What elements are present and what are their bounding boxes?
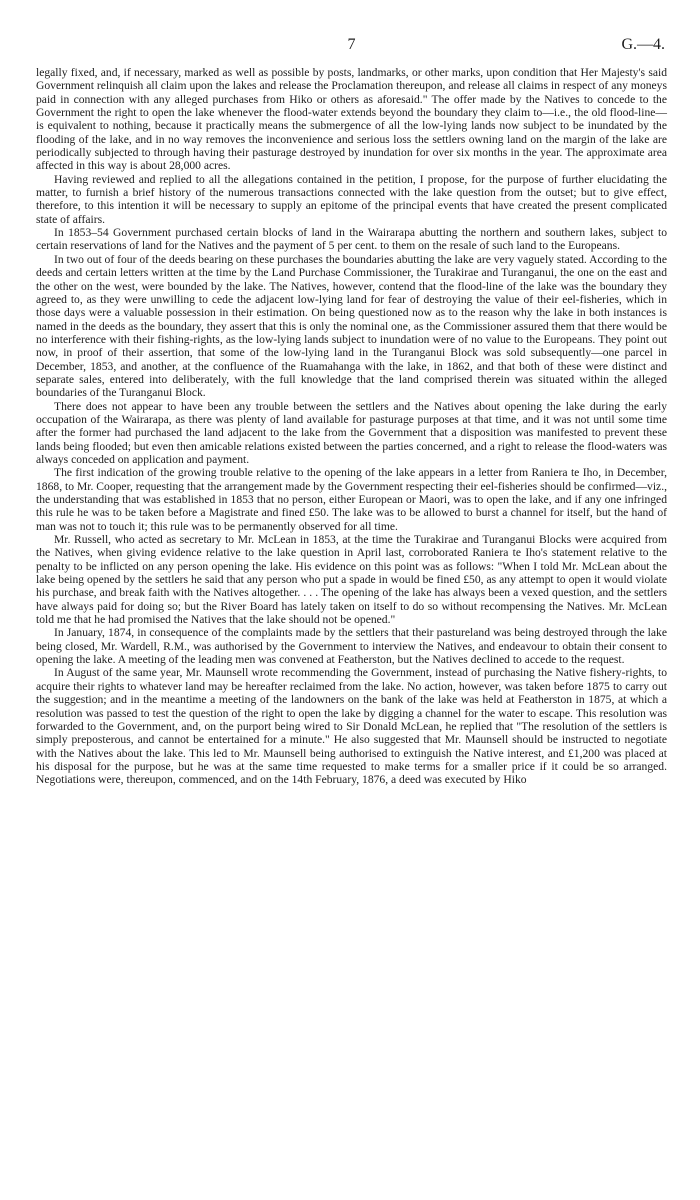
paragraph-deed-boundaries: In two out of four of the deeds bearing on these purchases the boundaries abutting the lake are very vaguely stated. According to the deeds and certain letters written at the time by the Land Purchase Commissioner, the Turakirae and Turanganui, the one on the east and the other on the west, were bounded by the lake. The Natives, however, contend that the flood-line of the lake was the boundary they agreed to, as they were unwilling to cede the adjacent low-lying land for fear of destroying the value of their eel-fisheries, which in those days were a valuable possession in their estimation. On being questioned now as to the reason why the lake in both instances is named in the deeds as the boundary, they assert that this is only the nominal one, as the Commissioner assured them that there would be no interference with their fishing-rights, as the low-lying lands subject to inundation were of no value to the Europeans. They point out now, in proof of their assertion, that some of the low-lying land in the Turanganui Block was sold subsequently—one parcel in December, 1853, and another, at the confluence of the Ruamahanga with the lake, in 1862, and that both of these were distinct and separate sales, entered into deliberately, with the full knowledge that the land comprised therein was situated within the alleged boundaries of the Turanganui Block. bbox=[36, 252, 667, 400]
paragraph-russell-evidence: Mr. Russell, who acted as secretary to Mr. McLean in 1853, at the time the Turakirae and Turanganui Blocks were acquired from the Natives, when giving evidence relative to the lake question in April last, corroborated Raniera te Iho's statement relative to the penalty to be inflicted on any person opening the lake. His evidence on this point was as follows: "When I told Mr. McLean about the lake being opened by the settlers he said that any person who put a spade in would be fined £50, as any attempt to open it would violate his purchase, and break faith with the Natives altogether. . . . The opening of the lake has always been a vexed question, and the settlers have always paid for doing so; but the River Board has lately taken on itself to do so without recompensing the Natives. Mr. McLean told me that he had promised the Natives that the lake should not be opened." bbox=[36, 533, 667, 627]
paragraph-1853-purchase: In 1853–54 Government purchased certain blocks of land in the Wairarapa abutting the northern and southern lakes, subject to certain reservations of land for the Natives and the payment of 5 per cent. to them on the resale of such land to the Europeans. bbox=[36, 226, 667, 253]
paragraph-august-maunsell: In August of the same year, Mr. Maunsell wrote recommending the Government, instead of purchasing the Native fishery-rights, to acquire their rights to whatever land may be hereafter reclaimed from the lake. No action, however, was taken before 1875 to carry out the suggestion; and in the meantime a meeting of the landowners on the bank of the lake was held at Featherston in 1875, at which a resolution was passed to test the question of the right to open the lake by digging a channel for the water to escape. This resolution was forwarded to the Government, and, on the purport being wired to Sir Donald McLean, he replied that "The resolution of the settlers is simply preposterous, and cannot be entertained for a minute." He also suggested that Mr. Maunsell should be instructed to negotiate with the Natives about the lake. This led to Mr. Maunsell being authorised to extinguish the Native interest, and £1,200 was placed at his disposal for the purpose, but he was at the same time requested to make terms for a smaller price if it could be so arranged. Negotiations were, thereupon, commenced, and on the 14th February, 1876, a deed was executed by Hiko bbox=[36, 666, 667, 787]
paragraph-early-occupation: There does not appear to have been any trouble between the settlers and the Natives about opening the lake during the early occupation of the Wairarapa, as there was plenty of land available for pasturage purposes at that time, and it was not until some time after the former had purchased the land adjacent to the lake from the Government that a disposition was manifested to prevent these lands being flooded; but even then amicable relations existed between the parties concerned, and a right to release the flood-waters was always conceded on application and payment. bbox=[36, 399, 667, 466]
paragraph-january-1874: In January, 1874, in consequence of the complaints made by the settlers that their pastureland was being destroyed through the lake being closed, Mr. Wardell, R.M., was authorised by the Government to interview the Natives, and endeavour to obtain their consent to opening the lake. A meeting of the leading men was convened at Featherston, but the Natives declined to accede to the request. bbox=[36, 626, 667, 667]
page-header bbox=[36, 36, 667, 66]
body-text bbox=[36, 66, 667, 787]
page-number: 7 bbox=[347, 36, 356, 53]
paragraph-raniera-letter: The first indication of the growing trouble relative to the opening of the lake appears in a letter from Raniera te Iho, in December, 1868, to Mr. Cooper, requesting that the arrangement made by the Government respecting their eel-fisheries should be confirmed—viz., the understanding that was established in 1853 that no person, either European or Maori, was to open the lake, and if any one infringed this rule he was to be taken before a Magistrate and fined £50. The lake was to be allowed to burst a channel for itself, but the hand of man was not to touch it; this rule was to be permanently observed for all time. bbox=[36, 466, 667, 533]
paragraph-continuation: legally fixed, and, if necessary, marked as well as possible by posts, landmarks, or other marks, upon condition that Her Majesty's said Government relinquish all claim upon the lakes and release the Proclamation thereupon, and release all claims in respect of any moneys paid in connection with any alleged purchases from Hiko or others as aforesaid." The offer made by the Natives to concede to the Government the right to open the lake whenever the flood-water extends beyond the boundary they claim to—i.e., the old flood-line—is equivalent to nothing, because it practically means the submergence of all the low-lying lands now subject to be inundated by the flooding of the lake, and in no way removes the inconvenience and serious loss the settlers owning land on the margin of the lake are periodically subjected to through having their pasturage destroyed by inundation for over six months in the year. The approximate area affected in this way is about 28,000 acres. bbox=[36, 66, 667, 173]
paragraph-history-intro: Having reviewed and replied to all the allegations contained in the petition, I propose, for the purpose of further elucidating the matter, to furnish a brief history of the numerous transactions connected with the lake question from the outset; but to give effect, therefore, to this intention it will be necessary to supply an epitome of the principal events that have created the present complicated state of affairs. bbox=[36, 172, 667, 226]
document-reference: G.—4. bbox=[621, 36, 665, 53]
